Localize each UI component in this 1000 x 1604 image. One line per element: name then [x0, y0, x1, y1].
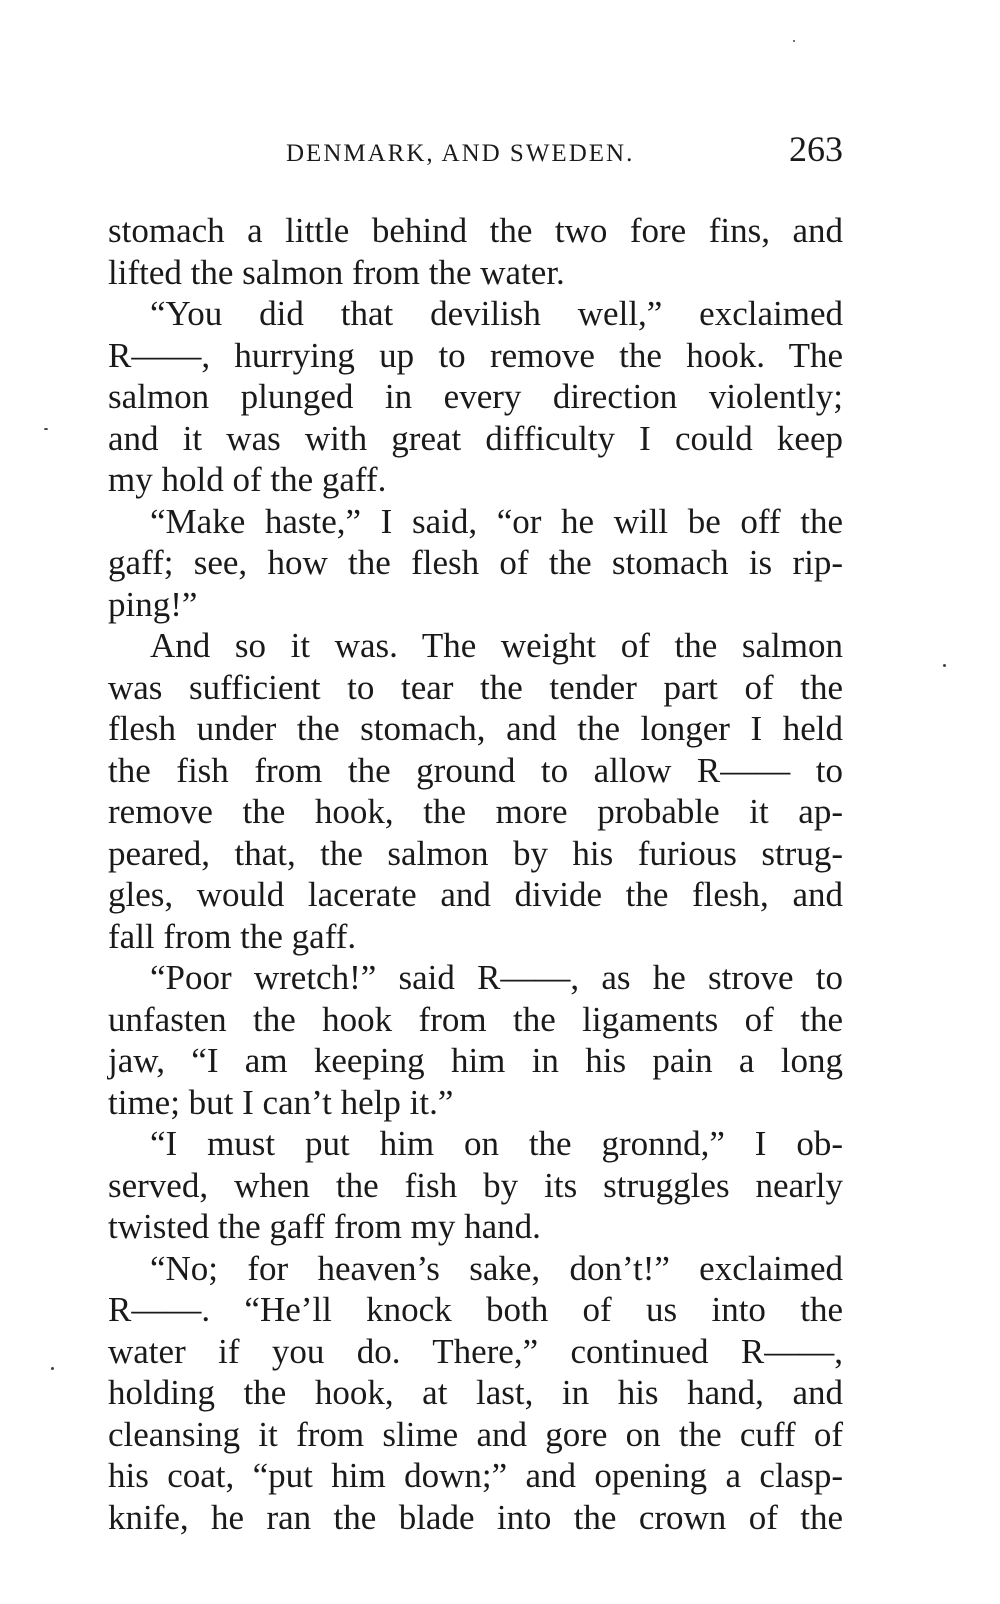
- text-line: “Poor wretch!” said R——, as he strove to: [150, 958, 843, 997]
- text-line: water if you do. There,” continued R——,: [108, 1331, 843, 1371]
- text-line: gles, would lacerate and divide the flesh, and: [108, 875, 843, 914]
- text-line: “I must put him on the gronnd,” I ob-: [150, 1124, 843, 1163]
- page-number: 263: [789, 129, 843, 169]
- margin-speck: [51, 1367, 54, 1370]
- text-line: And so it was. The weight of the salmon: [150, 626, 843, 665]
- text-line: flesh under the stomach, and the longer I held: [108, 709, 843, 748]
- text-line: twisted the gaff from my hand.: [108, 1207, 541, 1246]
- margin-speck: [793, 40, 795, 42]
- margin-speck: [943, 664, 946, 667]
- text-line: my hold of the gaff.: [108, 460, 387, 499]
- text-line: jaw, “I am keeping him in his pain a long: [108, 1041, 843, 1080]
- text-line: “No; for heaven’s sake, don’t!” exclaimed: [150, 1248, 843, 1288]
- running-title: DENMARK, AND SWEDEN.: [286, 140, 635, 167]
- text-line: R——. “He’ll knock both of us into the: [108, 1290, 843, 1329]
- text-line: peared, that, the salmon by his furious strug-: [108, 833, 843, 873]
- text-line: gaff; see, how the flesh of the stomach is rip-: [108, 543, 843, 582]
- text-line: served, when the fish by its struggles nearly: [108, 1165, 843, 1205]
- text-line: holding the hook, at last, in his hand, and: [108, 1373, 843, 1412]
- text-line: cleansing it from slime and gore on the cuff of: [108, 1414, 843, 1454]
- text-line: stomach a little behind the two fore fins, and: [108, 211, 843, 250]
- text-line: time; but I can’t help it.”: [108, 1082, 454, 1122]
- text-line: was sufficient to tear the tender part of the: [108, 667, 843, 707]
- margin-speck: [44, 428, 48, 430]
- text-line: R——, hurrying up to remove the hook. The: [108, 335, 843, 375]
- text-line: remove the hook, the more probable it ap-: [108, 792, 843, 831]
- text-line: ping!”: [108, 584, 198, 624]
- text-line: his coat, “put him down;” and opening a clasp-: [108, 1456, 843, 1495]
- text-line: salmon plunged in every direction violently;: [108, 377, 843, 416]
- text-line: “Make haste,” I said, “or he will be off the: [150, 501, 843, 541]
- text-line: unfasten the hook from the ligaments of the: [108, 999, 843, 1039]
- body-text: [108, 210, 843, 1538]
- text-line: the fish from the ground to allow R—— to: [108, 750, 843, 790]
- text-line: knife, he ran the blade into the crown of the: [108, 1497, 843, 1537]
- text-line: “You did that devilish well,” exclaimed: [150, 294, 843, 333]
- text-line: lifted the salmon from the water.: [108, 252, 565, 292]
- text-line: and it was with great difficulty I could keep: [108, 418, 843, 458]
- text-line: fall from the gaff.: [108, 916, 357, 956]
- running-head: [108, 128, 843, 178]
